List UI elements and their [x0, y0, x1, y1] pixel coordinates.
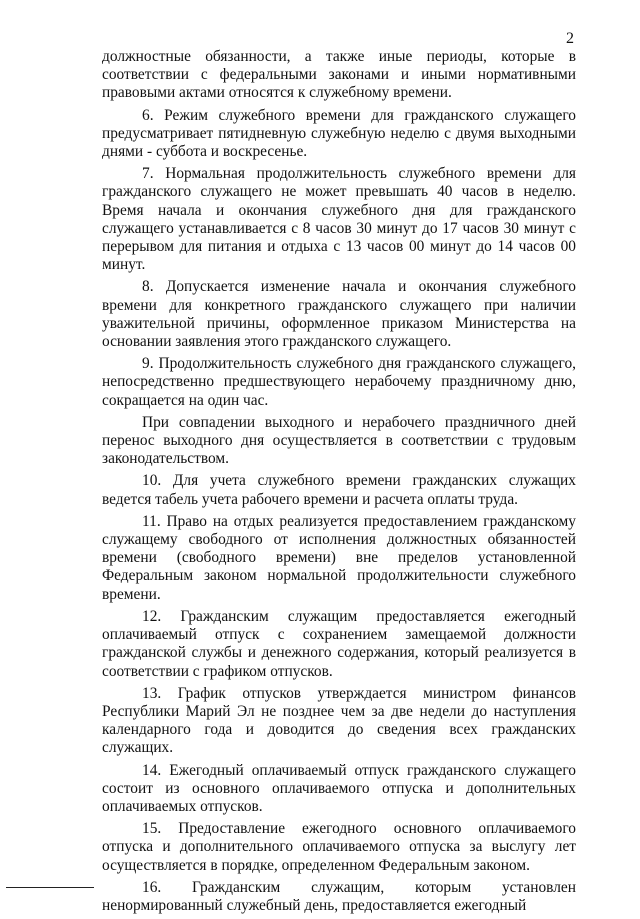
- paragraph-8: 8. Допускается изменение начала и окончания служебного времени для конкретного гражданского служащего при наличии уважительной причины, оформленное приказом Министерства на основании заявления этого гражданского служащего.: [102, 278, 576, 351]
- paragraph-continuation: должностные обязанности, а также иные периоды, которые в соответствии с федеральными законами и иными нормативными правовыми актами относятся к служебному времени.: [102, 48, 576, 102]
- page-number: 2: [566, 30, 574, 47]
- paragraph-10: 10. Для учета служебного времени гражданских служащих ведется табель учета рабочего времени и расчета оплаты труда.: [102, 472, 576, 508]
- paragraph-9-note: При совпадении выходного и нерабочего праздничного дней перенос выходного дня осуществляется в соответствии с трудовым законодательством.: [102, 413, 576, 468]
- paragraph-13: 13. График отпусков утверждается министром финансов Республики Марий Эл не позднее чем за две недели до наступления календарного года и доводится до сведения всех гражданских служащих.: [102, 684, 576, 757]
- document-body: [102, 48, 576, 919]
- paragraph-15: 15. Предоставление ежегодного основного оплачиваемого отпуска и дополнительного оплачиваемого отпуска за выслугу лет осуществляется в порядке, определенном Федеральным законом.: [102, 820, 576, 874]
- paragraph-11: 11. Право на отдых реализуется предоставлением гражданскому служащему свободного от исполнения должностных обязанностей времени (свободного времени) вне пределов установленной Федеральным законом нормальной продолжительности служебного времени.: [102, 512, 576, 603]
- paragraph-12: 12. Гражданским служащим предоставляется ежегодный оплачиваемый отпуск с сохранением замещаемой должности гражданской службы и денежного содержания, который реализуется в соответствии с графиком отпусков.: [102, 607, 576, 680]
- paragraph-9: 9. Продолжительность служебного дня гражданского служащего, непосредственно предшествующего нерабочему праздничному дню, сокращается на один час.: [102, 355, 576, 409]
- paragraph-16: 16. Гражданским служащим, которым установлен ненормированный служебный день, предоставляется ежегодный: [102, 878, 576, 914]
- footnote-separator: [6, 887, 94, 888]
- paragraph-14: 14. Ежегодный оплачиваемый отпуск гражданского служащего состоит из основного оплачиваемого отпуска и дополнительных оплачиваемых отпусков.: [102, 761, 576, 815]
- paragraph-7: 7. Нормальная продолжительность служебного времени для гражданского служащего не может превышать 40 часов в неделю. Время начала и окончания служебного дня для гражданского служащего устанавливается с 8 часов 30 минут до 17 часов 30 минут с перерывом для питания и отдыха с 13 часов 00 минут до 14 часов 00 минут.: [102, 165, 576, 274]
- paragraph-6: 6. Режим служебного времени для гражданского служащего предусматривает пятидневную служебную неделю с двумя выходными днями - суббота и воскресенье.: [102, 106, 576, 161]
